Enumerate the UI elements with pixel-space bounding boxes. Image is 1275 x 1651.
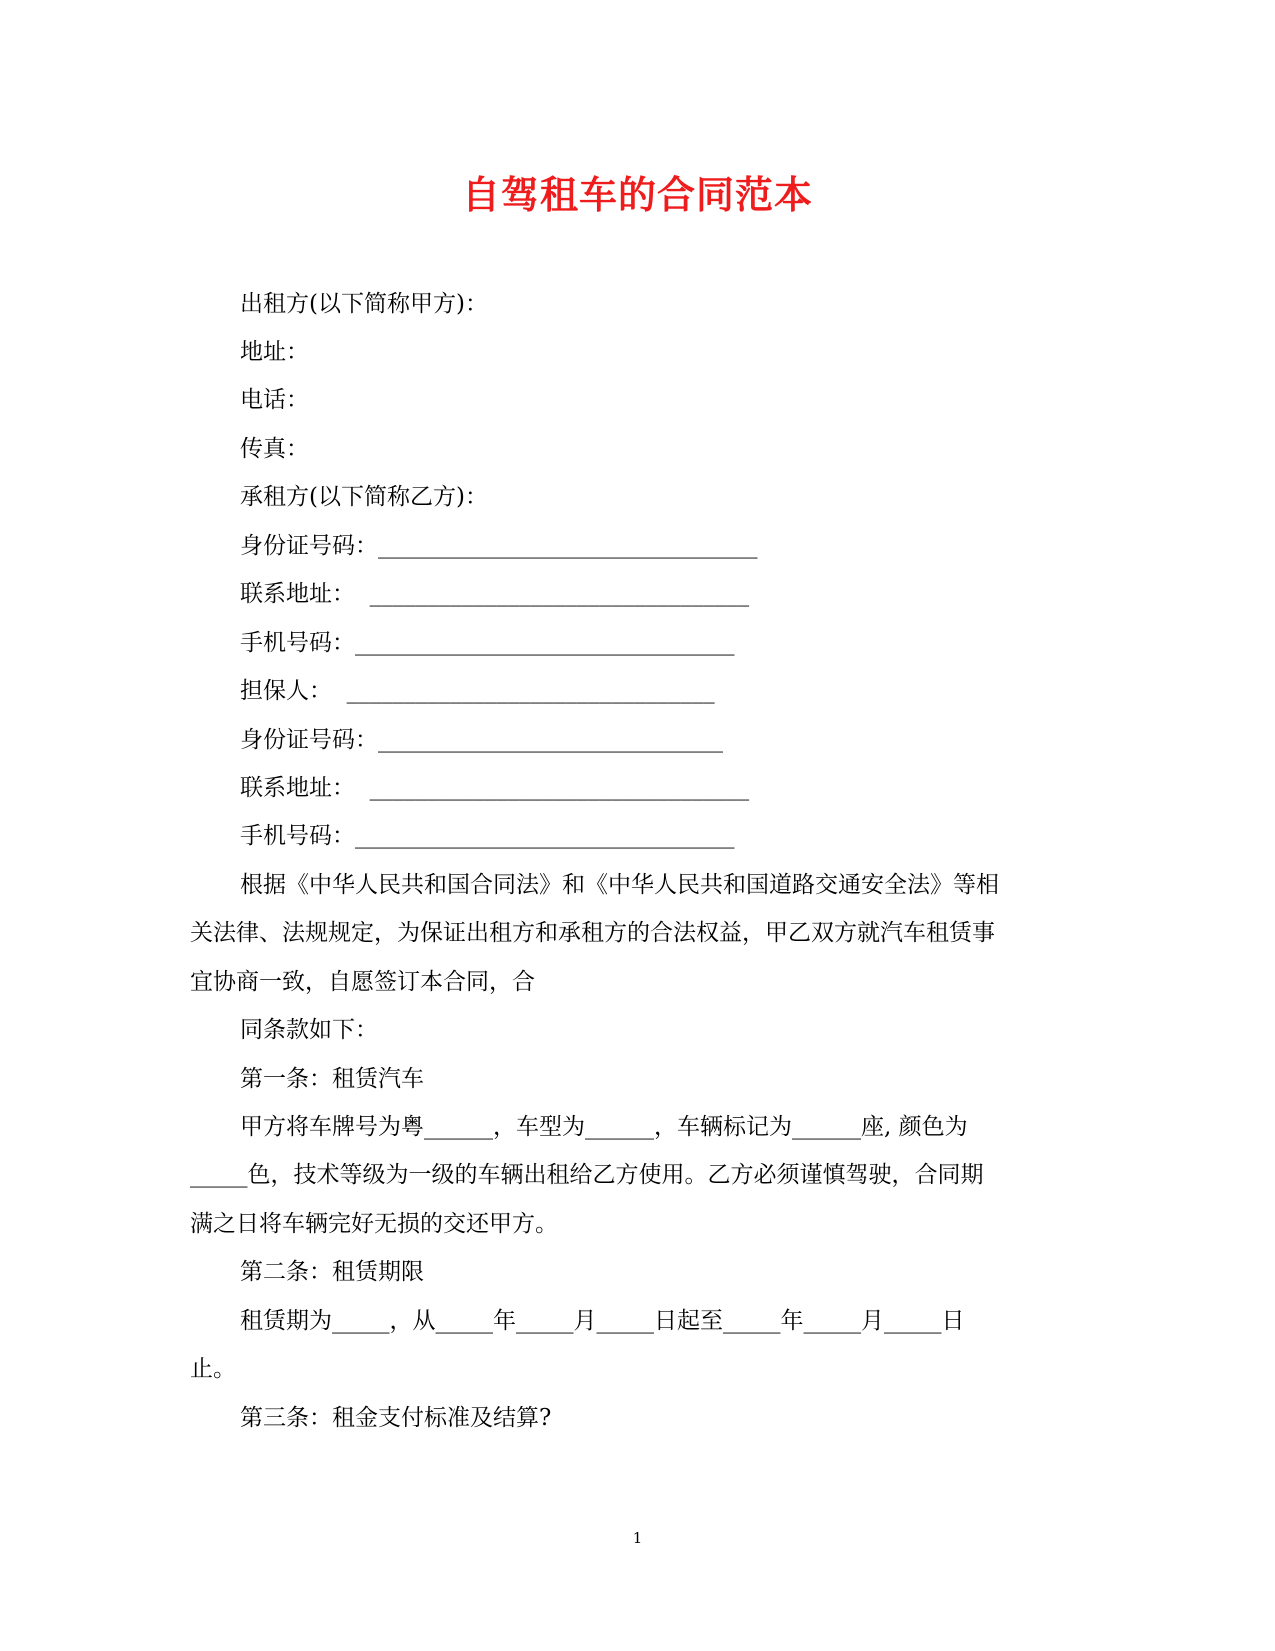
lessee-line: 承租方(以下简称乙方)： — [240, 484, 488, 510]
preamble-line-1: 根据《中华人民共和国合同法》和《中华人民共和国道路交通安全法》等相 — [240, 872, 999, 898]
article-1-line-1: 甲方将车牌号为粤______，车型为______，车辆标记为______座, 颜色为 — [240, 1114, 968, 1140]
guarantor-mobile-line: 手机号码：_________________________________ — [240, 823, 735, 849]
lessor-phone-line: 电话： — [240, 387, 309, 413]
lessor-fax-line: 传真： — [240, 436, 309, 462]
article-1-heading: 第一条：租赁汽车 — [240, 1066, 424, 1092]
guarantor-id-line: 身份证号码：______________________________ — [240, 727, 723, 753]
guarantor-line: 担保人： ________________________________ — [240, 678, 715, 704]
lessor-address-line: 地址： — [240, 339, 309, 365]
preamble-line-2: 关法律、法规规定，为保证出租方和承租方的合法权益，甲乙双方就汽车租赁事 — [190, 920, 995, 946]
lessor-line: 出租方(以下简称甲方)： — [240, 291, 488, 317]
page-number: 1 — [632, 1529, 643, 1547]
preamble-line-4: 同条款如下： — [240, 1017, 378, 1043]
article-3-heading: 第三条：租金支付标准及结算? — [240, 1405, 552, 1431]
preamble-line-3: 宜协商一致，自愿签订本合同，合 — [190, 969, 535, 995]
article-2-line-2: 止。 — [190, 1356, 236, 1382]
article-2-line-1: 租赁期为_____，从_____年_____月_____日起至_____年_____月_____日 — [240, 1308, 965, 1334]
article-1-line-2: _____色，技术等级为一级的车辆出租给乙方使用。乙方必须谨慎驾驶，合同期 — [190, 1162, 984, 1188]
lessee-id-line: 身份证号码：_________________________________ — [240, 533, 758, 559]
lessee-mobile-line: 手机号码：_________________________________ — [240, 630, 735, 656]
article-2-heading: 第二条：租赁期限 — [240, 1259, 424, 1285]
lessee-address-line: 联系地址： _________________________________ — [240, 581, 750, 607]
guarantor-address-line: 联系地址： _________________________________ — [240, 775, 750, 801]
document-title: 自驾租车的合同范本 — [461, 172, 813, 217]
article-1-line-3: 满之日将车辆完好无损的交还甲方。 — [190, 1211, 558, 1237]
